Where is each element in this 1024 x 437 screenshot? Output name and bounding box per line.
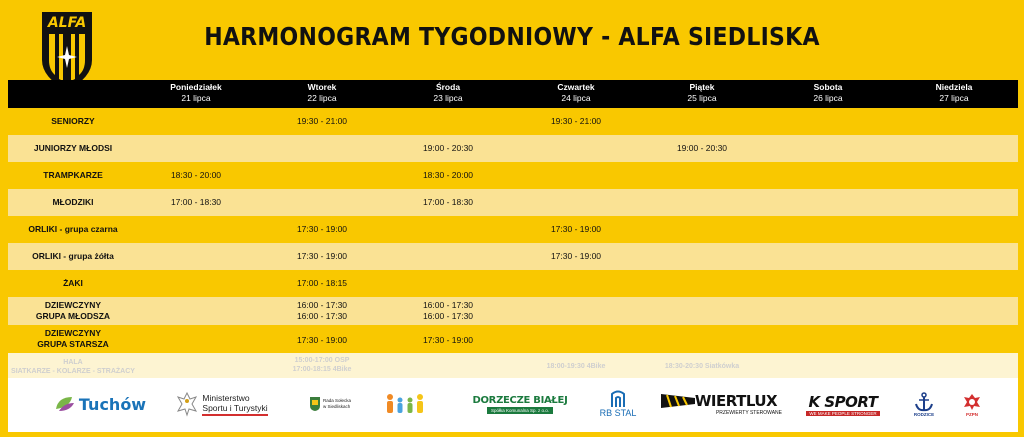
- day-header-fri: Piątek 25 lipca: [687, 82, 717, 103]
- sponsor-wiertlux-text: WIERTLUX: [694, 392, 778, 410]
- sponsor-pzpn-text: PZPN: [965, 411, 978, 417]
- row-bg-seniorzy: [8, 108, 1018, 135]
- cell-juniorzy-fri: 19:00 - 20:30: [676, 143, 728, 153]
- faint-cell-tue: 15:00-17:00 OSP 17:00-18:15 4Bike: [292, 357, 352, 373]
- row-label-seniorzy: SENIORZY: [51, 116, 95, 126]
- rbstal-icon: [610, 390, 626, 408]
- sponsor-pzpn: [954, 386, 990, 422]
- sponsor-wiertlux-sub: PRZEWIERTY STEROWANE: [715, 410, 782, 416]
- cell-trampkarze-wed: 18:30 - 20:00: [422, 170, 474, 180]
- sponsor-rada-line2: w Siedliskach: [322, 404, 351, 409]
- row-label-dziewczyny-mlodsza: DZIEWCZYNY GRUPA MŁODSZA: [35, 300, 111, 321]
- row-label-dziewczyny-starsza: DZIEWCZYNY GRUPA STARSZA: [37, 328, 109, 349]
- sponsor-tuchow-text: Tuchów: [78, 394, 147, 414]
- cell-dziewczyny-mlodsza-wed: 16:00 - 17:30 16:00 - 17:30: [422, 300, 474, 321]
- family-icon: [382, 392, 428, 416]
- faint-cell-thu: 18:00-19:30 4Bike: [546, 363, 606, 370]
- drill-icon: [661, 394, 695, 408]
- day-header-thu: Czwartek 24 lipca: [557, 82, 595, 103]
- sponsor-rodzice-text: RODZICE: [913, 411, 935, 417]
- faint-row-label: HALA SIATKARZE - KOLARZE - STRAŻACY: [11, 359, 135, 375]
- cell-dziewczyny-starsza-tue: 17:30 - 19:00: [296, 335, 348, 345]
- sponsor-dorzecze-sub: Spółka Komunalna Sp. z o.o.: [487, 407, 553, 414]
- row-label-orliki-zolta: ORLIKI - grupa żółta: [32, 251, 114, 261]
- row-bg-orliki-zolta: [8, 243, 1018, 270]
- logo-text: ALFA: [47, 15, 87, 31]
- sponsor-rbstal-text: RB STAL: [599, 408, 637, 418]
- day-header-tue: Wtorek 22 lipca: [307, 82, 337, 103]
- tuchow-leaf-icon: [54, 395, 76, 413]
- row-bg-dziewczyny-starsza: [8, 325, 1018, 353]
- row-label-juniorzy: JUNIORZY MŁODSI: [33, 143, 113, 153]
- day-header-mon: Poniedziałek 21 lipca: [170, 82, 222, 103]
- day-header-wed: Środa 23 lipca: [433, 82, 463, 103]
- sponsor-ksport-sub: WE MAKE PEOPLE STRONGER: [806, 411, 879, 416]
- row-label-orliki-czarna: ORLIKI - grupa czarna: [28, 224, 118, 234]
- sponsor-ministerstwo-line2: Sportu i Turystyki: [202, 402, 268, 413]
- sponsor-tuchow: [50, 386, 150, 422]
- cell-mlodziki-wed: 17:00 - 18:30: [422, 197, 474, 207]
- cell-dziewczyny-starsza-wed: 17:30 - 19:00: [422, 335, 474, 345]
- sponsor-ksport-text: K SPORT: [808, 392, 878, 411]
- row-bg-juniorzy: [8, 135, 1018, 162]
- page-title: HARMONOGRAM TYGODNIOWY - ALFA SIEDLISKA: [204, 22, 820, 51]
- pzpn-eagle-icon: [962, 392, 982, 412]
- sponsor-ksport: [798, 386, 888, 422]
- sponsor-rada-solecka: [300, 386, 360, 422]
- cell-dziewczyny-mlodsza-tue: 16:00 - 17:30 16:00 - 17:30: [296, 300, 348, 321]
- sponsor-rbstal: [590, 386, 646, 422]
- sponsor-dorzecze-text: DORZECZE BIAŁEJ: [472, 394, 568, 406]
- row-bg-orliki-czarna: [8, 216, 1018, 243]
- sponsor-wiertlux: [656, 386, 782, 422]
- faint-cell-fri: 18:30-20:30 Siatkówka: [664, 363, 740, 370]
- sponsor-rodzice: [906, 386, 942, 422]
- day-header-sat: Sobota 26 lipca: [813, 82, 843, 103]
- sponsor-rada-line1: Rada Sołecka: [322, 398, 352, 403]
- cell-juniorzy-wed: 19:00 - 20:30: [422, 143, 474, 153]
- sponsor-dorzecze: [470, 386, 570, 422]
- row-bg-dziewczyny-mlodsza: [8, 297, 1018, 325]
- row-label-trampkarze: TRAMPKARZE: [43, 170, 103, 180]
- anchor-icon: [915, 392, 933, 412]
- eagle-icon: [176, 391, 198, 417]
- cell-seniorzy-tue: 19:30 - 21:00: [296, 116, 348, 126]
- cell-mlodziki-mon: 17:00 - 18:30: [170, 197, 222, 207]
- row-label-zaki: ŻAKI: [63, 278, 83, 288]
- cell-trampkarze-mon: 18:30 - 20:00: [170, 170, 222, 180]
- crest-icon: [309, 396, 321, 412]
- row-label-mlodziki: MŁODZIKI: [52, 197, 94, 207]
- cell-orliki-czarna-tue: 17:30 - 19:00: [296, 224, 348, 234]
- day-header-sun: Niedziela 27 lipca: [935, 82, 973, 103]
- cell-zaki-tue: 17:00 - 18:15: [296, 278, 348, 288]
- cell-orliki-czarna-thu: 17:30 - 19:00: [550, 224, 602, 234]
- sponsor-ministerstwo-line1: Ministerstwo: [202, 392, 250, 403]
- sponsor-family: [378, 386, 432, 422]
- cell-orliki-zolta-thu: 17:30 - 19:00: [550, 251, 602, 261]
- cell-seniorzy-thu: 19:30 - 21:00: [550, 116, 602, 126]
- row-bg-zaki: [8, 270, 1018, 297]
- sponsor-ministerstwo: [172, 386, 272, 422]
- cell-orliki-zolta-tue: 17:30 - 19:00: [296, 251, 348, 261]
